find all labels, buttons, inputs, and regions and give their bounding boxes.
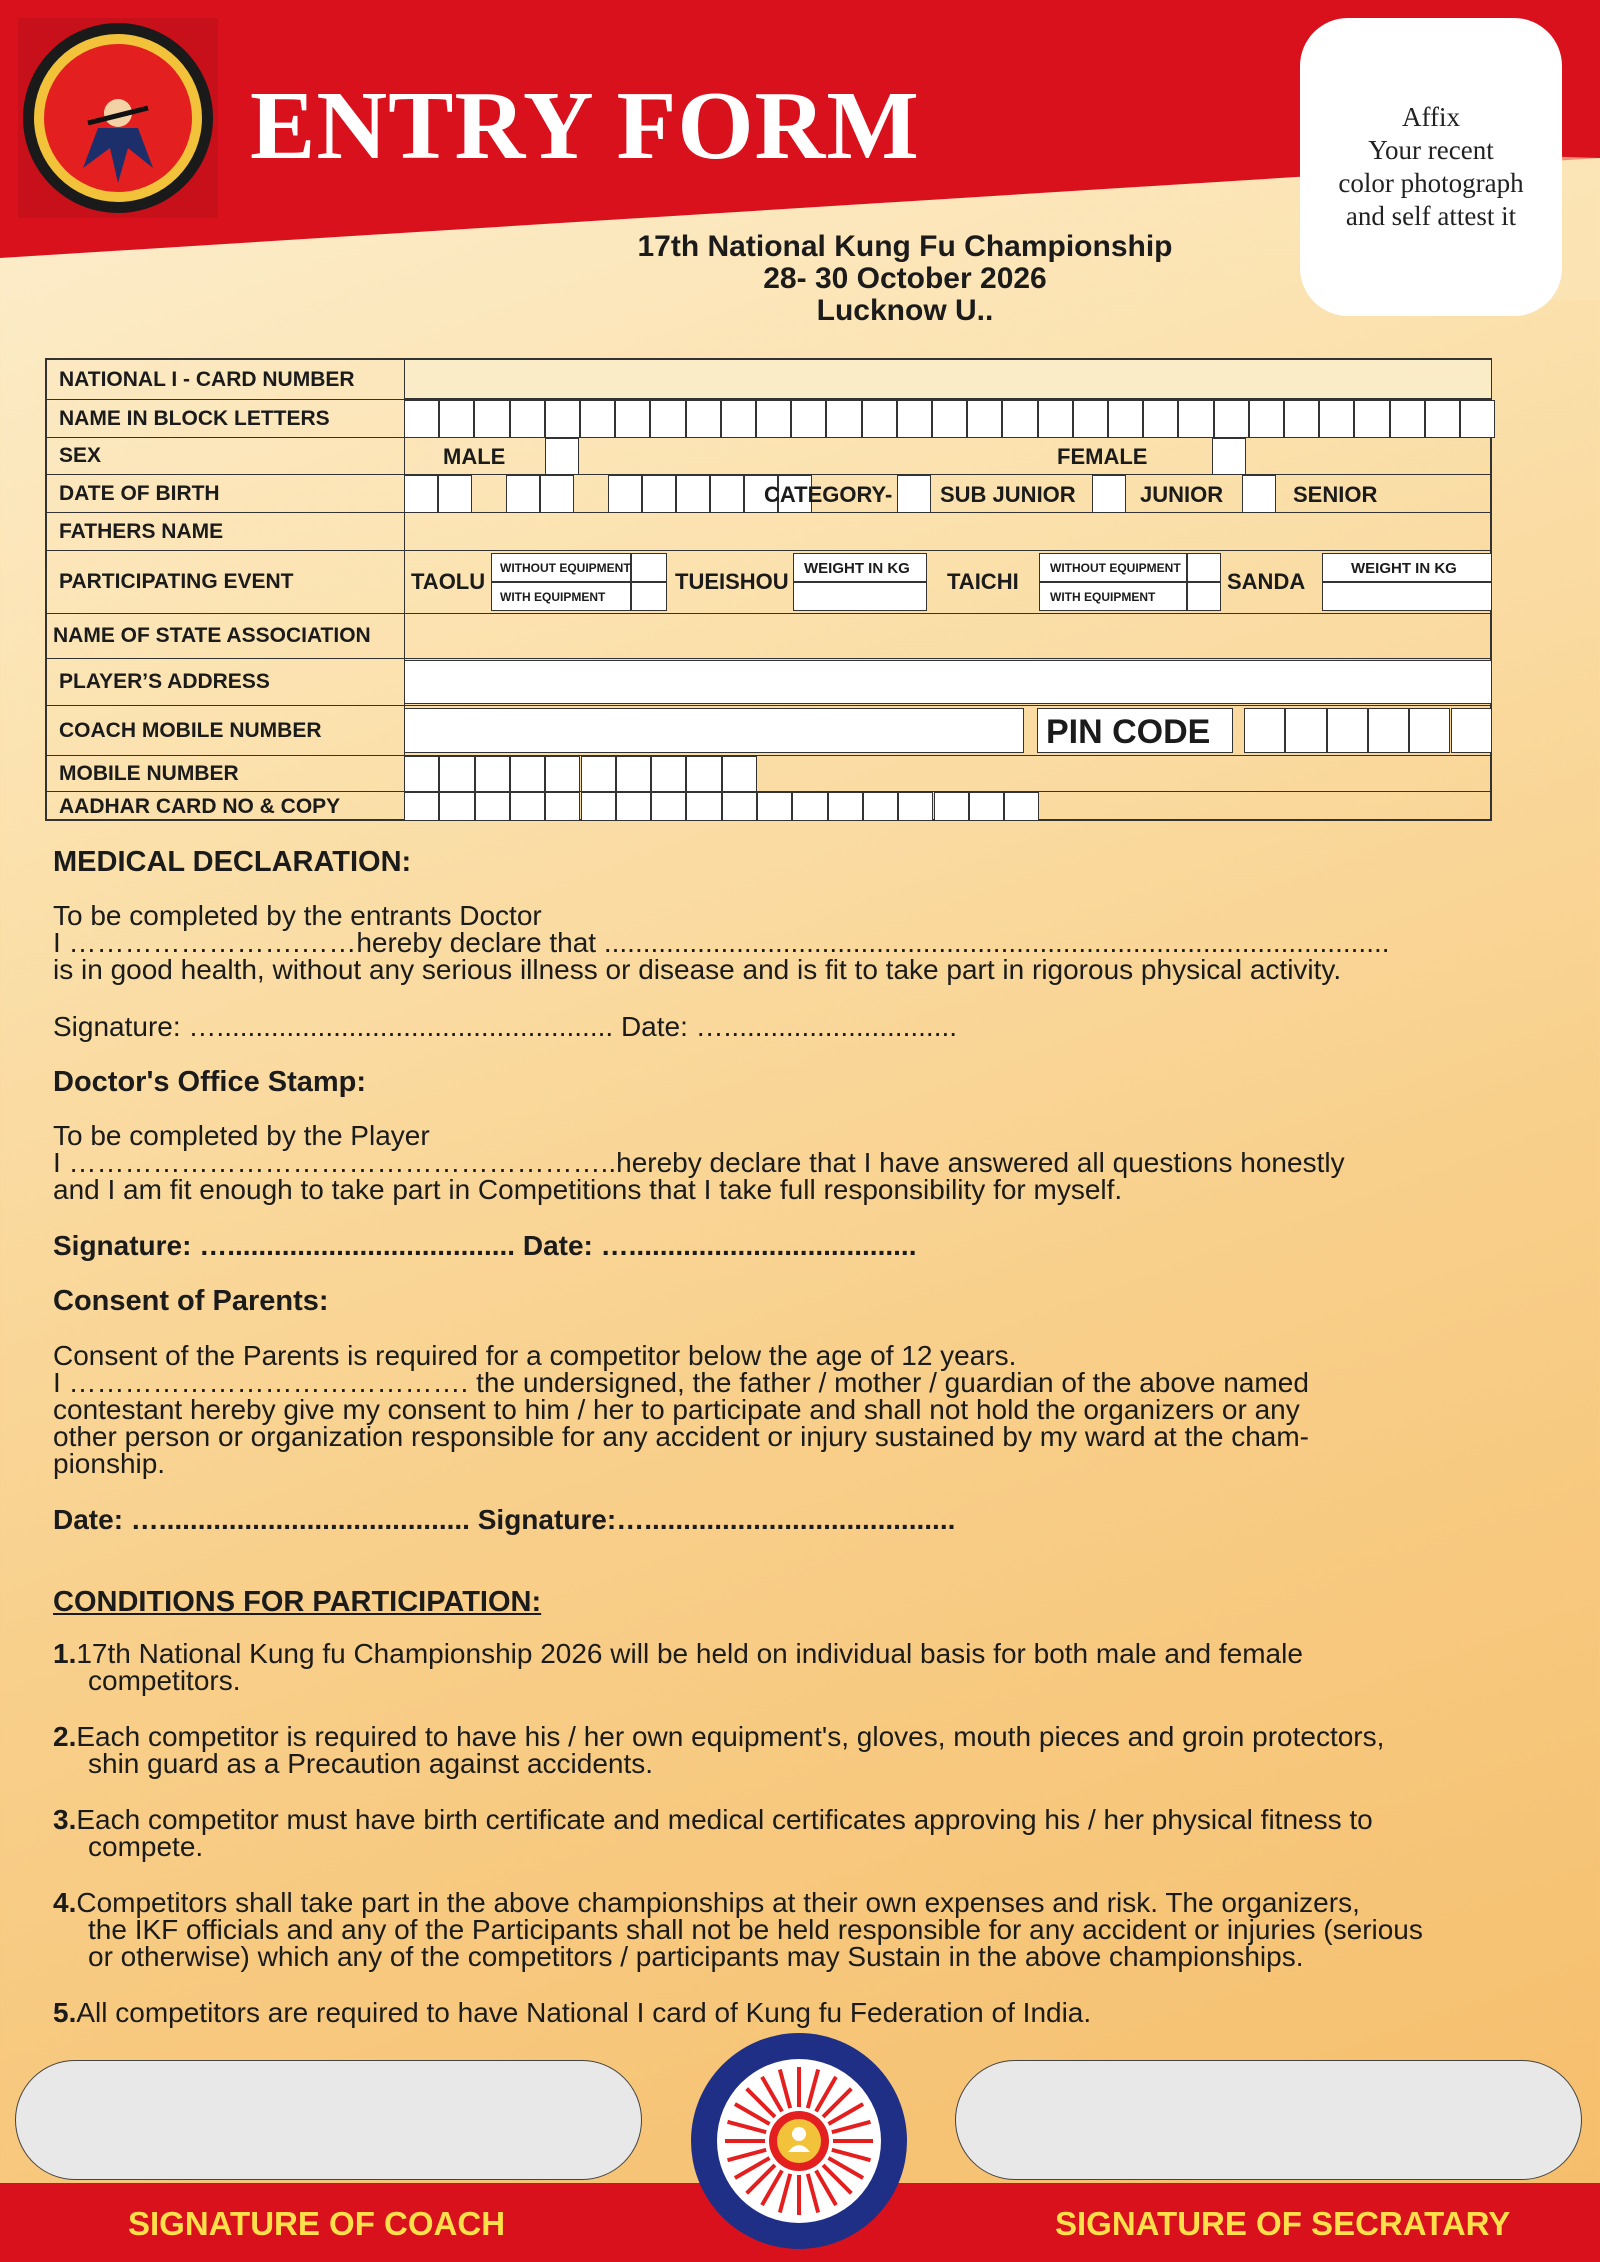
female-label: FEMALE: [1057, 444, 1148, 469]
char-box[interactable]: [1244, 708, 1285, 753]
row-label: PARTICIPATING EVENT: [47, 551, 405, 613]
photo-box-line: Affix: [1402, 102, 1460, 132]
consent-line: contestant hereby give my consent to him / her to participate and shall not hold the organizers or any: [53, 1394, 1300, 1425]
taichi-without-equipment: [1039, 553, 1187, 582]
char-box[interactable]: [510, 400, 545, 438]
char-box[interactable]: [1002, 400, 1037, 438]
taolu-without-equipment: [491, 553, 631, 582]
row-aadhar: [47, 792, 1490, 821]
char-box[interactable]: [826, 400, 861, 438]
coach-signature-label: SIGNATURE OF COACH: [128, 2205, 506, 2242]
consent-line: I ……………………………………. the undersigned, the father / mother / guardian of the above named: [53, 1367, 1309, 1398]
coach-signature-box[interactable]: [15, 2060, 642, 2180]
char-box[interactable]: [969, 792, 1004, 821]
char-box[interactable]: [1108, 400, 1143, 438]
photo-box-line: Your recent: [1368, 135, 1494, 165]
row-state-association: [47, 614, 1490, 659]
condition-line: shin guard as a Precaution against accidents.: [88, 1748, 654, 1779]
char-box[interactable]: [439, 400, 474, 438]
event-name: 17th National Kung Fu Championship: [637, 230, 1173, 263]
icard-field[interactable]: [404, 359, 1492, 399]
taichi-with-equipment-checkbox[interactable]: [1187, 582, 1221, 611]
consent-line: Consent of the Parents is required for a competitor below the age of 12 years.: [53, 1340, 1017, 1371]
char-box[interactable]: [676, 475, 710, 513]
char-box[interactable]: [439, 756, 474, 792]
char-box[interactable]: [828, 792, 863, 821]
char-box[interactable]: [540, 475, 574, 513]
char-box[interactable]: [686, 792, 721, 821]
tueishou-label: TUEISHOU: [675, 569, 789, 594]
char-box[interactable]: [1038, 400, 1073, 438]
condition-number: 1.: [53, 1638, 77, 1669]
medical-heading: MEDICAL DECLARATION:: [53, 846, 412, 878]
condition-line: or otherwise) which any of the competitors / participants may Sustain in the above championships.: [88, 1941, 1304, 1972]
secretary-signature-box[interactable]: [955, 2060, 1582, 2180]
char-box[interactable]: [1390, 400, 1425, 438]
char-box[interactable]: [756, 400, 791, 438]
condition-line: competitors.: [88, 1665, 241, 1696]
char-box[interactable]: [1178, 400, 1213, 438]
row-mobile: [47, 756, 1490, 792]
char-box[interactable]: [1354, 400, 1389, 438]
row-fathers-name: [47, 513, 1490, 551]
char-box[interactable]: [581, 756, 616, 792]
row-dob: [47, 475, 1490, 513]
row-name: [47, 400, 1490, 438]
row-label: FATHERS NAME: [47, 513, 405, 550]
doctor-stamp-heading: Doctor's Office Stamp:: [53, 1066, 367, 1098]
tueishou-weight: [793, 553, 927, 582]
char-box[interactable]: [1214, 400, 1249, 438]
char-box[interactable]: [475, 756, 510, 792]
address-field[interactable]: [404, 660, 1492, 704]
option-label: WITH EQUIPMENT: [500, 590, 606, 604]
condition-number: 4.: [53, 1887, 77, 1918]
consent-line: other person or organization responsible for any accident or injury sustained by my ward at the cham-: [53, 1421, 1309, 1452]
char-box[interactable]: [642, 475, 676, 513]
taolu-with-equipment-checkbox[interactable]: [631, 582, 667, 611]
taichi-label: TAICHI: [947, 569, 1019, 594]
row-label: PLAYER’S ADDRESS: [47, 659, 405, 705]
row-label: DATE OF BIRTH: [47, 475, 405, 512]
conditions-heading: CONDITIONS FOR PARTICIPATION:: [53, 1586, 542, 1618]
weight-label: WEIGHT IN KG: [1351, 560, 1457, 577]
char-box[interactable]: [404, 400, 439, 438]
char-box[interactable]: [510, 756, 545, 792]
event-venue: Lucknow U..: [816, 294, 994, 327]
row-events: [47, 551, 1490, 614]
condition-number: 3.: [53, 1804, 77, 1835]
sanda-weight: [1322, 553, 1492, 582]
char-box[interactable]: [1073, 400, 1108, 438]
char-box[interactable]: [898, 792, 933, 821]
char-box[interactable]: [722, 792, 757, 821]
char-box[interactable]: [721, 400, 756, 438]
row-label: NAME OF STATE ASSOCIATION: [47, 614, 405, 658]
char-box[interactable]: [686, 400, 721, 438]
char-box[interactable]: [474, 400, 509, 438]
char-box[interactable]: [1460, 400, 1495, 438]
category-label: CATEGORY-: [764, 482, 893, 507]
coach-mobile-field[interactable]: [404, 708, 1024, 753]
medical-line: I …………………….……hereby declare that .....................................................................................................: [53, 927, 1390, 958]
char-box[interactable]: [439, 792, 474, 821]
photo-box-line: and self attest it: [1345, 201, 1517, 231]
option-label: WITH EQUIPMENT: [1050, 590, 1156, 604]
char-box[interactable]: [545, 792, 580, 821]
row-label: COACH MOBILE NUMBER: [47, 706, 405, 755]
category-checkbox[interactable]: [897, 475, 931, 513]
event-dates: 28- 30 October 2026: [763, 262, 1047, 295]
condition-line: 3.Each competitor must have birth certificate and medical certificates approving his / her physical fitness to: [53, 1804, 1373, 1835]
option-label: WITHOUT EQUIPMENT: [500, 561, 631, 575]
championship-logo: [18, 18, 218, 218]
secretary-signature-label: SIGNATURE OF SECRATARY: [1055, 2205, 1511, 2242]
taichi-with-equipment: [1039, 582, 1187, 611]
pin-code-label: PIN CODE: [1046, 713, 1211, 751]
condition-line: the IKF officials and any of the Participants shall not be held responsible for any accident or injuries (serious: [88, 1914, 1423, 1945]
photo-box-line: color photograph: [1338, 168, 1524, 198]
form-title: ENTRY FORM: [250, 72, 920, 180]
medical-intro: To be completed by the entrants Doctor: [53, 900, 542, 931]
char-box[interactable]: [897, 400, 932, 438]
row-address: [47, 659, 1490, 706]
consent-heading: Consent of Parents:: [53, 1285, 329, 1317]
condition-line: 2.Each competitor is required to have his / her own equipment's, gloves, mouth pieces and groin protectors,: [53, 1721, 1385, 1752]
char-box[interactable]: [1451, 708, 1492, 753]
char-box[interactable]: [608, 475, 642, 513]
option-label: WITHOUT EQUIPMENT: [1050, 561, 1181, 575]
char-box[interactable]: [967, 400, 1002, 438]
char-box[interactable]: [1143, 400, 1178, 438]
taolu-label: TAOLU: [411, 569, 486, 594]
condition-line: 5.All competitors are required to have National I card of Kung fu Federation of India.: [53, 1997, 1092, 2028]
condition-line: 4.Competitors shall take part in the above championships at their own expenses and risk. The organizers,: [53, 1887, 1360, 1918]
char-box[interactable]: [545, 400, 580, 438]
junior-label: JUNIOR: [1140, 482, 1224, 507]
char-box[interactable]: [404, 756, 439, 792]
sub-junior-checkbox[interactable]: [1092, 475, 1126, 513]
char-box[interactable]: [863, 792, 898, 821]
char-box[interactable]: [616, 792, 651, 821]
char-box[interactable]: [1004, 792, 1039, 821]
char-box[interactable]: [862, 400, 897, 438]
char-box[interactable]: [934, 792, 969, 821]
tueishou-weight-input[interactable]: [793, 582, 927, 611]
female-checkbox[interactable]: [1212, 438, 1246, 475]
char-box[interactable]: [1368, 708, 1409, 753]
char-box[interactable]: [932, 400, 967, 438]
fathers-name-field[interactable]: [404, 512, 1492, 550]
consent-date-signature[interactable]: Date: …........................................ Signature:…........................................: [53, 1504, 956, 1535]
char-box[interactable]: [1409, 708, 1450, 753]
row-label: MOBILE NUMBER: [47, 756, 405, 791]
federation-seal: [688, 2030, 910, 2252]
player-line: I …………………………………………………..hereby declare that I have answered all questions honestly: [53, 1147, 1345, 1178]
char-box[interactable]: [757, 792, 792, 821]
char-box[interactable]: [650, 400, 685, 438]
char-box[interactable]: [438, 475, 472, 513]
player-line: and I am fit enough to take part in Competitions that I take full responsibility for myself.: [53, 1174, 1123, 1205]
char-box[interactable]: [404, 792, 439, 821]
player-signature-line[interactable]: Signature: …..................................... Date: ….....................................: [53, 1230, 917, 1261]
medical-signature-line[interactable]: Signature: …................................................... Date: …..............................: [53, 1011, 958, 1042]
condition-number: 2.: [53, 1721, 77, 1752]
char-box[interactable]: [510, 792, 545, 821]
entry-form-table: [45, 358, 1492, 821]
male-label: MALE: [443, 444, 506, 469]
char-box[interactable]: [1425, 400, 1460, 438]
taolu-with-equipment: [491, 582, 631, 611]
weight-label: WEIGHT IN KG: [804, 560, 910, 577]
row-label: NATIONAL I - CARD NUMBER: [47, 360, 405, 399]
char-box[interactable]: [1249, 400, 1284, 438]
row-label: NAME IN BLOCK LETTERS: [47, 400, 405, 437]
condition-line: compete.: [88, 1831, 204, 1862]
condition-number: 5.: [53, 1997, 77, 2028]
condition-line: 1.17th National Kung fu Championship 2026 will be held on individual basis for both male and female: [53, 1638, 1303, 1669]
char-box[interactable]: [1285, 708, 1326, 753]
char-box[interactable]: [1284, 400, 1319, 438]
male-checkbox[interactable]: [545, 438, 579, 475]
row-coach-mobile: [47, 706, 1490, 756]
medical-line: is in good health, without any serious illness or disease and is fit to take part in rigorous physical activity.: [53, 954, 1342, 985]
senior-label: SENIOR: [1293, 482, 1378, 507]
char-box[interactable]: [651, 792, 686, 821]
char-box[interactable]: [722, 756, 757, 792]
char-box[interactable]: [651, 756, 686, 792]
state-association-field[interactable]: [404, 614, 1492, 658]
char-box[interactable]: [1327, 708, 1368, 753]
taichi-without-equipment-checkbox[interactable]: [1187, 553, 1221, 582]
char-box[interactable]: [506, 475, 540, 513]
char-box[interactable]: [686, 756, 721, 792]
sanda-weight-input[interactable]: [1322, 582, 1492, 611]
sanda-label: SANDA: [1227, 569, 1306, 594]
char-box[interactable]: [1319, 400, 1354, 438]
char-box[interactable]: [581, 792, 616, 821]
char-box[interactable]: [710, 475, 744, 513]
char-box[interactable]: [616, 756, 651, 792]
row-label: SEX: [47, 438, 405, 474]
row-sex: [47, 438, 1490, 475]
player-intro: To be completed by the Player: [53, 1120, 430, 1151]
char-box[interactable]: [475, 792, 510, 821]
char-box[interactable]: [404, 475, 438, 513]
consent-line: pionship.: [53, 1448, 166, 1479]
char-box[interactable]: [792, 792, 827, 821]
junior-checkbox[interactable]: [1242, 475, 1276, 513]
taolu-without-equipment-checkbox[interactable]: [631, 553, 667, 582]
char-box[interactable]: [545, 756, 580, 792]
sub-junior-label: SUB JUNIOR: [940, 482, 1076, 507]
char-box[interactable]: [580, 400, 615, 438]
char-box[interactable]: [791, 400, 826, 438]
pin-code-label-box: [1037, 708, 1233, 753]
char-box[interactable]: [615, 400, 650, 438]
row-icard: [47, 360, 1490, 400]
row-label: AADHAR CARD NO & COPY: [47, 792, 405, 821]
